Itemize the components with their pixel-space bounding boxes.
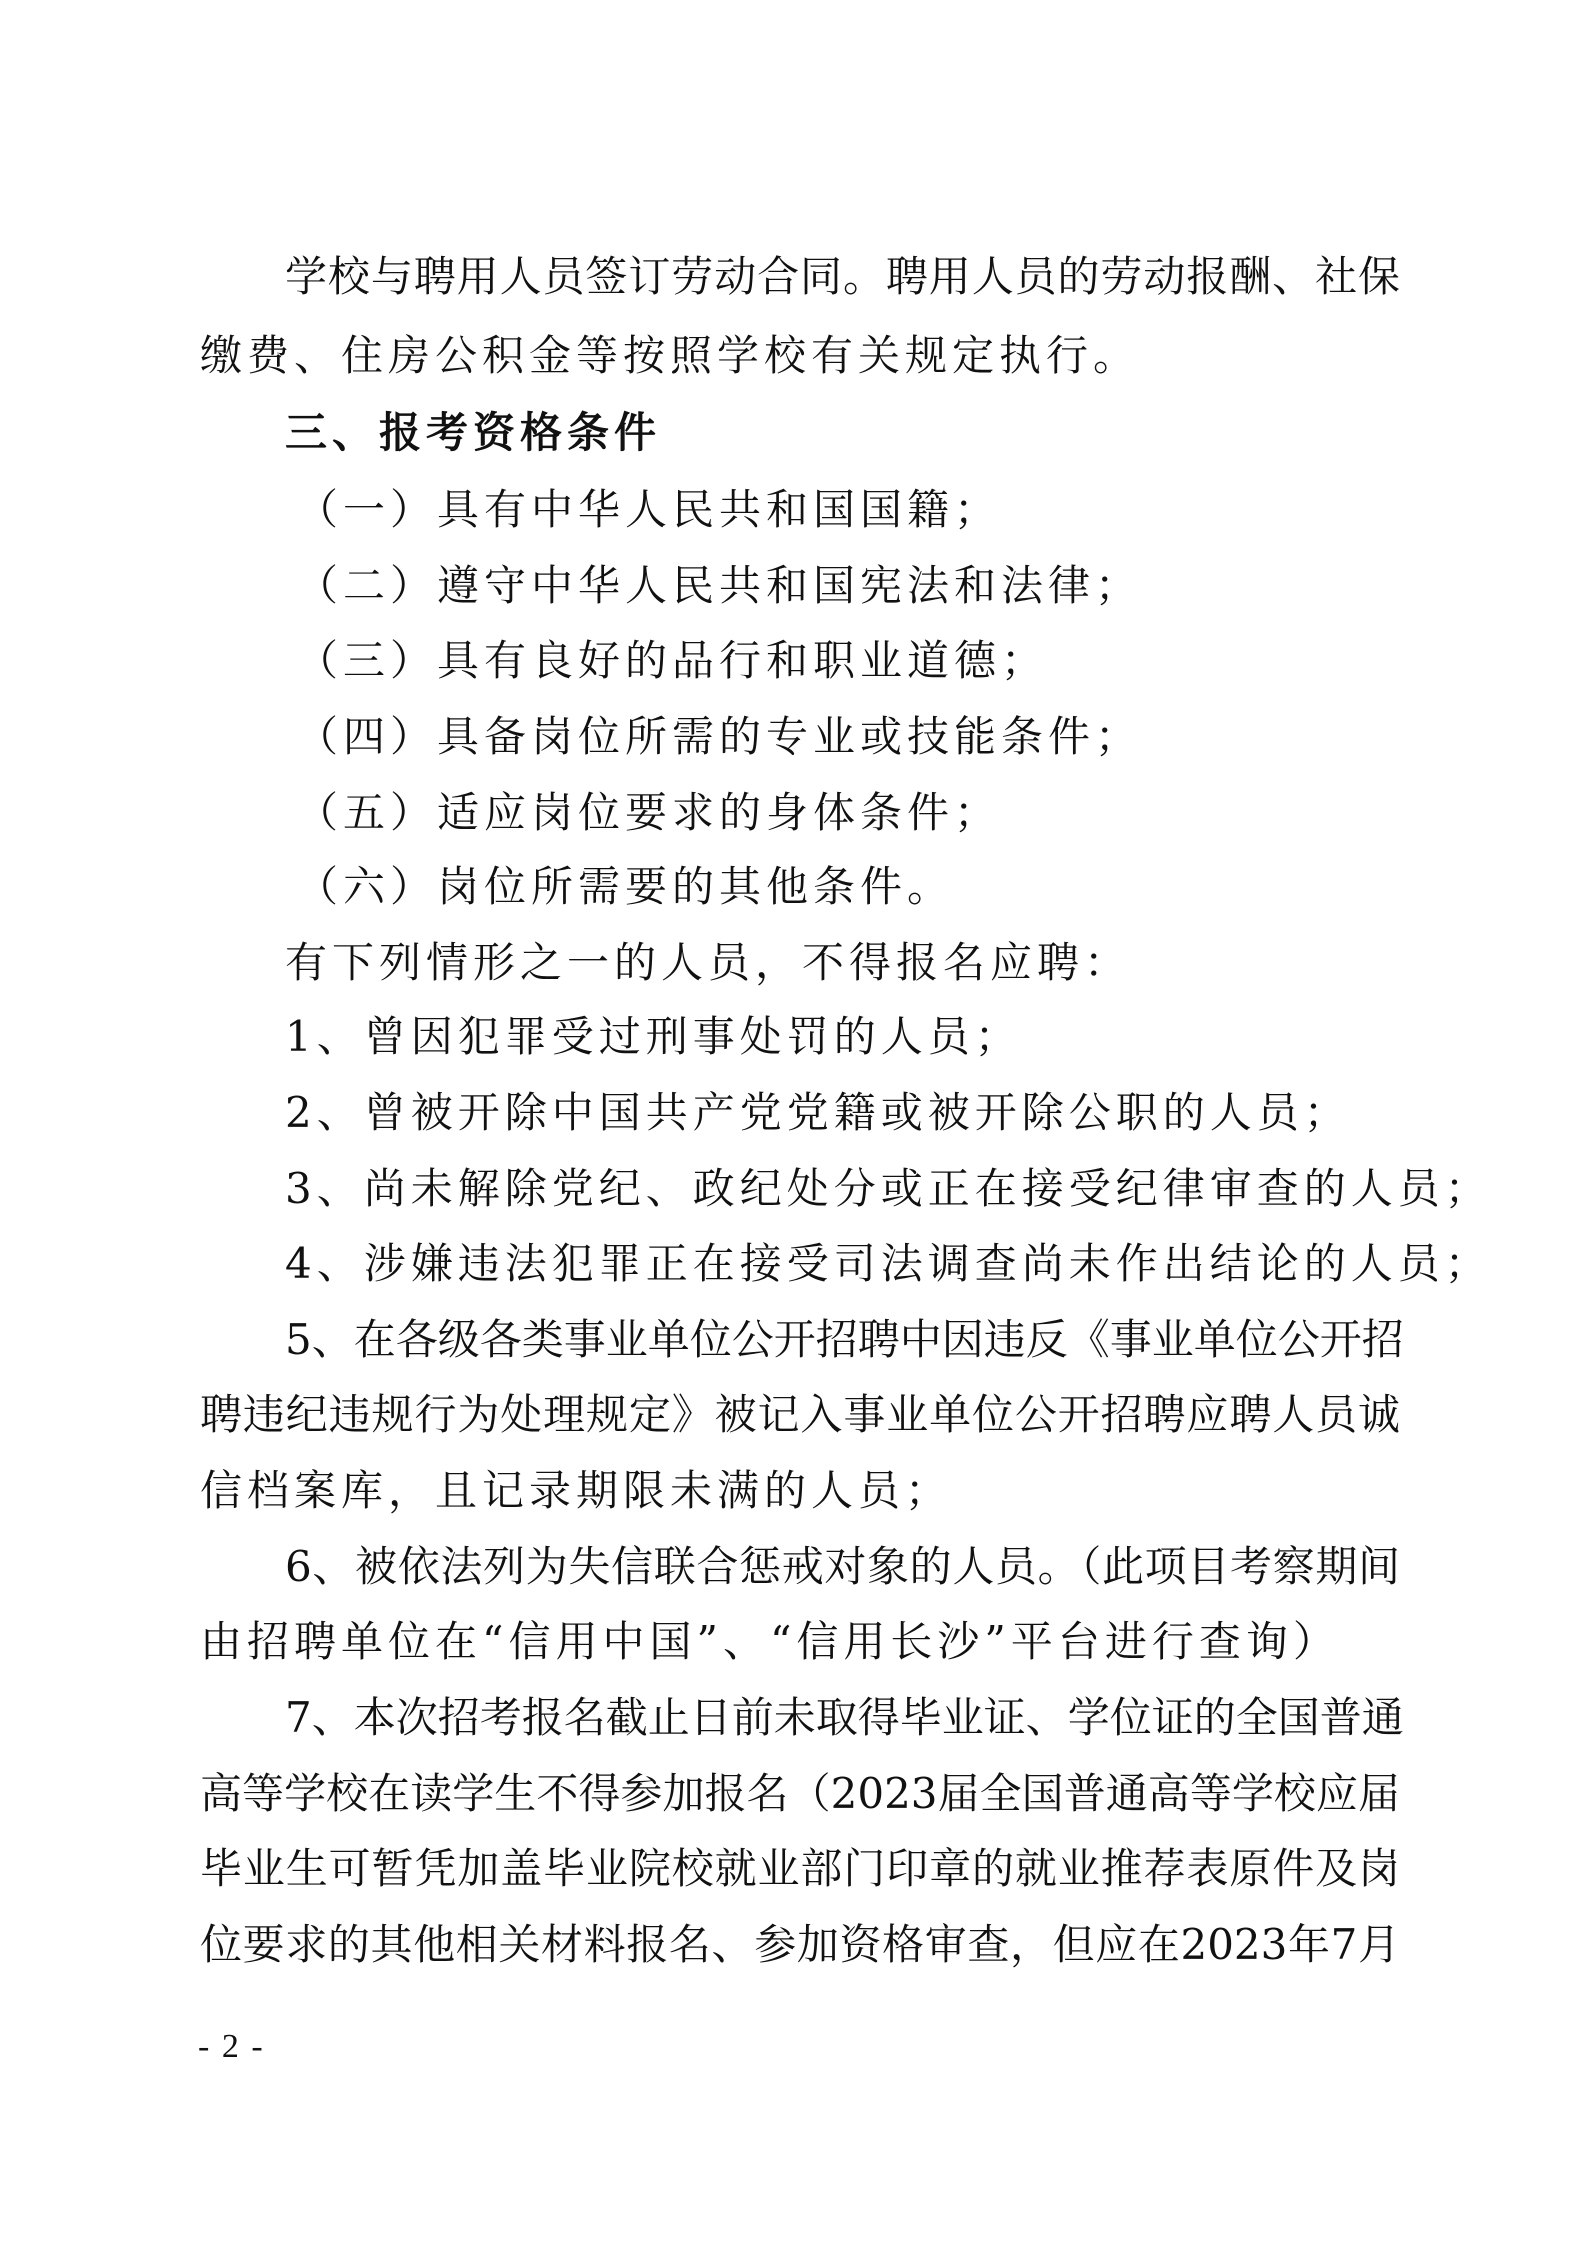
list-item: 2、曾被开除中国共产党党籍或被开除公职的人员； xyxy=(285,1088,1351,1137)
paragraph-line: 信档案库，且记录期限未满的人员； xyxy=(200,1466,953,1515)
list-item: （五）适应岗位要求的身体条件； xyxy=(296,788,1002,837)
list-item: 4、涉嫌违法犯罪正在接受司法调查尚未作出结论的人员； xyxy=(285,1239,1492,1288)
paragraph-line: 由招聘单位在“信用中国”、“信用长沙”平台进行查询） xyxy=(200,1617,1340,1666)
list-item: （二）遵守中华人民共和国宪法和法律； xyxy=(296,561,1143,610)
paragraph-line: 高等学校在读学生不得参加报名（2023届全国普通高等学校应届 xyxy=(200,1769,1400,1818)
paragraph-line: 学校与聘用人员签订劳动合同。聘用人员的劳动报酬、社保 xyxy=(285,252,1400,301)
list-item: （四）具备岗位所需的专业或技能条件； xyxy=(296,712,1143,761)
paragraph-line: 聘违纪违规行为处理规定》被记入事业单位公开招聘应聘人员诚 xyxy=(200,1390,1400,1439)
list-item: （六）岗位所需要的其他条件。 xyxy=(296,862,955,911)
section-heading: 三、报考资格条件 xyxy=(285,408,662,457)
list-item: 6、被依法列为失信联合惩戒对象的人员。（此项目考察期间 xyxy=(285,1542,1400,1591)
paragraph-line: 有下列情形之一的人员，不得报名应聘： xyxy=(285,938,1132,987)
paragraph-line: 缴费、住房公积金等按照学校有关规定执行。 xyxy=(200,331,1141,380)
page-number: - 2 - xyxy=(198,2028,265,2065)
paragraph-line: 位要求的其他相关材料报名、参加资格审查，但应在2023年7月 xyxy=(200,1920,1400,1969)
list-item: （三）具有良好的品行和职业道德； xyxy=(296,636,1049,685)
list-item: （一）具有中华人民共和国国籍； xyxy=(296,485,1002,534)
list-item: 1、曾因犯罪受过刑事处罚的人员； xyxy=(285,1012,1022,1061)
paragraph-line: 毕业生可暂凭加盖毕业院校就业部门印章的就业推荐表原件及岗 xyxy=(200,1844,1400,1893)
list-item: 5、在各级各类事业单位公开招聘中因违反《事业单位公开招 xyxy=(285,1315,1404,1364)
list-item: 3、尚未解除党纪、政纪处分或正在接受纪律审查的人员； xyxy=(285,1164,1492,1213)
list-item: 7、本次招考报名截止日前未取得毕业证、学位证的全国普通 xyxy=(285,1693,1404,1742)
